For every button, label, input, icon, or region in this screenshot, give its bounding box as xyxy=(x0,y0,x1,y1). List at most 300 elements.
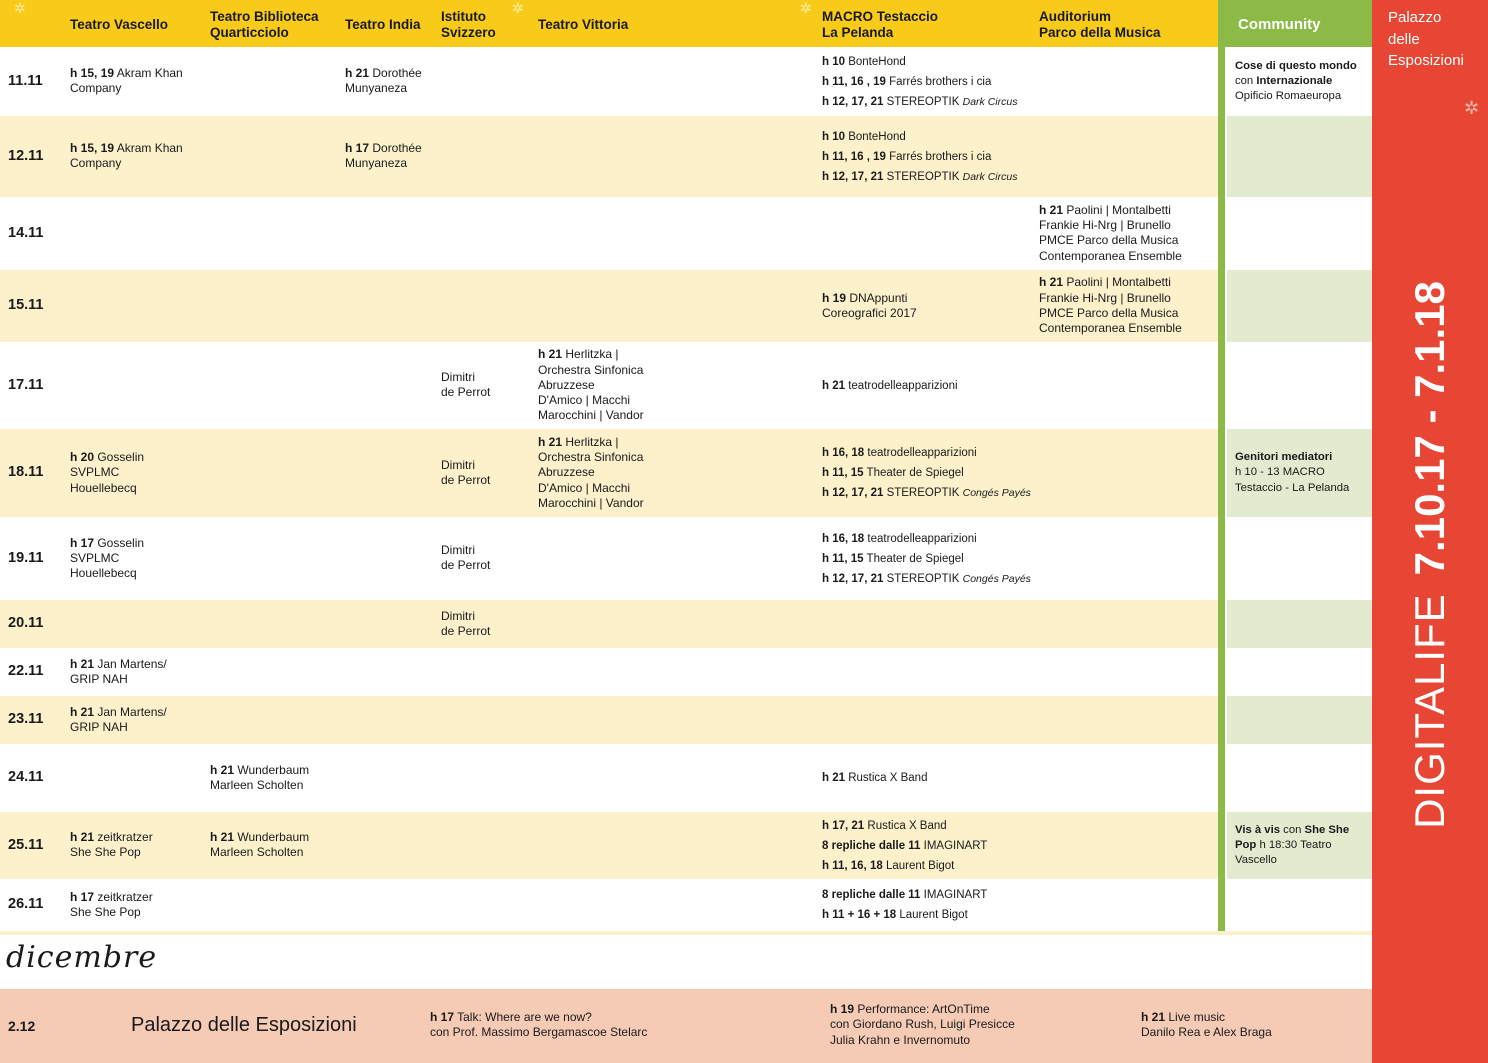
event-text: Testaccio - La Pelanda xyxy=(1235,481,1350,494)
event-text: Farrés brothers i cia xyxy=(885,75,992,88)
event-text: Jan Martens/ xyxy=(94,656,167,671)
event-text: de Perrot xyxy=(441,472,491,487)
event-subtitle: Dark Circus xyxy=(962,170,1018,183)
cell-line xyxy=(70,890,153,905)
cell-line xyxy=(822,768,927,788)
table-row xyxy=(0,429,1218,517)
event-text: Laurent Bigot xyxy=(896,909,968,921)
event-cell-auditorium xyxy=(1039,275,1182,336)
festival-name: DIGITALIFE xyxy=(1406,593,1453,829)
cell-line xyxy=(70,81,183,96)
time-label: h 21 xyxy=(70,656,95,671)
cell-line xyxy=(822,92,1017,112)
time-label: Cose di questo mondo xyxy=(1235,59,1357,72)
event-text: Company xyxy=(70,156,122,171)
cell-line xyxy=(1039,291,1182,306)
cell-line xyxy=(345,141,422,156)
december-event xyxy=(1141,1010,1272,1041)
event-text: Jan Martens/ xyxy=(94,704,167,719)
event-text: de Perrot xyxy=(441,385,491,400)
event-cell-svizzero xyxy=(441,458,490,489)
time-label: h 11, 15 xyxy=(822,467,864,479)
time-label: h 10 xyxy=(822,55,846,68)
column-header-macro xyxy=(822,9,938,41)
event-text: SVPLMC xyxy=(70,465,120,480)
event-cell-svizzero xyxy=(441,370,490,401)
community-header: Community xyxy=(1218,0,1372,47)
month-heading: dicembre xyxy=(6,940,158,975)
cell-line xyxy=(70,672,167,687)
event-highlight: She She xyxy=(1304,823,1350,836)
cell-line xyxy=(441,473,490,488)
event-cell-biblioteca xyxy=(210,830,309,861)
event-cell-macro xyxy=(822,376,958,396)
time-label: h 17 xyxy=(430,1010,455,1024)
event-text: zeitkratzer xyxy=(94,830,153,845)
community-cell xyxy=(1227,517,1372,600)
event-text: D'Amico | Macchi xyxy=(538,480,631,495)
community-stripe xyxy=(1218,47,1225,931)
december-event xyxy=(830,1002,1015,1048)
event-text: Opificio Romaeuropa xyxy=(1235,90,1342,103)
time-label: h 11, 15 xyxy=(822,552,864,565)
row-date: 20.11 xyxy=(8,615,44,631)
event-text: Dimitri xyxy=(441,543,475,558)
community-event xyxy=(1235,823,1349,869)
time-label: h 16, 18 xyxy=(822,447,865,459)
table-row xyxy=(0,696,1218,744)
event-cell-macro xyxy=(822,52,1017,112)
time-label: h 12, 17, 21 xyxy=(822,95,884,108)
time-label: 8 repliche dalle 11 xyxy=(822,889,921,901)
event-text: Coreografici 2017 xyxy=(822,305,917,320)
event-text: Munyaneza xyxy=(345,81,408,96)
cell-line xyxy=(830,1002,1015,1017)
row-date: 26.11 xyxy=(8,896,44,912)
cell-line xyxy=(1235,450,1349,465)
event-cell-auditorium xyxy=(1039,203,1182,264)
event-cell-macro xyxy=(822,529,1031,589)
event-text: Dimitri xyxy=(441,608,475,623)
event-text: Paolini | Montalbetti xyxy=(1063,275,1171,290)
cell-line xyxy=(70,705,167,720)
time-label: h 21 xyxy=(70,830,95,845)
column-header-line: Istituto xyxy=(441,9,486,24)
cell-line xyxy=(822,529,1031,549)
time-label: h 21 xyxy=(822,772,846,784)
table-row xyxy=(0,47,1218,116)
cell-line xyxy=(822,376,958,396)
row-date: 25.11 xyxy=(8,836,44,853)
time-label: h 11, 16, 18 xyxy=(822,859,883,872)
separator xyxy=(0,931,1372,935)
event-text: Akram Khan xyxy=(114,66,183,81)
event-text: Dimitri xyxy=(441,370,475,385)
time-label: h 17, 21 xyxy=(822,819,865,832)
event-text: teatrodelleapparizioni xyxy=(845,379,958,392)
cell-line xyxy=(441,558,490,573)
event-text: Orchestra Sinfonica xyxy=(538,450,644,465)
community-event xyxy=(1235,450,1349,496)
paint-splatter-icon: ✲ xyxy=(800,0,812,16)
community-cell xyxy=(1227,197,1372,270)
cell-line xyxy=(70,657,167,672)
festival-banner xyxy=(1406,281,1453,829)
event-text: STEREOPTIK xyxy=(883,487,963,499)
cell-line xyxy=(822,569,1031,589)
event-text: PMCE Parco della Musica xyxy=(1039,305,1179,320)
column-header-line: Teatro Vittoria xyxy=(538,17,629,32)
community-cell xyxy=(1227,744,1372,812)
event-cell-vascello xyxy=(70,705,167,736)
column-header-line: Teatro Biblioteca xyxy=(210,9,319,24)
event-text: BonteHond xyxy=(845,130,906,143)
cell-line xyxy=(822,856,987,876)
community-cell xyxy=(1227,429,1372,517)
event-text: STEREOPTIK xyxy=(883,95,963,108)
december-venue: Palazzo delle Esposizioni xyxy=(131,1014,357,1036)
sidebar-title: Palazzo delle Esposizioni xyxy=(1388,9,1464,69)
event-subtitle: Congés Payés xyxy=(962,572,1031,585)
event-text: STEREOPTIK xyxy=(883,170,963,183)
event-cell-vascello xyxy=(70,141,183,172)
cell-line xyxy=(1235,823,1349,838)
time-label: Vis à vis xyxy=(1235,823,1281,836)
event-text: Vascello xyxy=(1235,854,1277,867)
event-text: Dorothée xyxy=(369,141,422,156)
cell-line xyxy=(822,483,1031,503)
community-cell xyxy=(1227,47,1372,116)
event-text: SVPLMC xyxy=(70,550,120,565)
cell-line xyxy=(1141,1025,1272,1040)
event-text: Rustica X Band xyxy=(845,772,928,784)
cell-line xyxy=(822,885,987,905)
cell-line xyxy=(345,156,422,171)
community-cell xyxy=(1227,879,1372,931)
event-cell-macro xyxy=(822,885,987,925)
time-label: 8 repliche dalle 11 xyxy=(822,839,921,852)
time-label: h 17 xyxy=(70,889,95,904)
table-row xyxy=(0,342,1218,429)
cell-line xyxy=(1039,306,1182,321)
event-text: D'Amico | Macchi xyxy=(538,393,631,408)
cell-line xyxy=(1235,853,1349,868)
event-text: Paolini | Montalbetti xyxy=(1063,202,1171,217)
time-label: h 21 xyxy=(210,830,235,845)
december-row xyxy=(0,989,1372,1063)
column-header-india xyxy=(345,17,421,33)
event-text: h 10 - 13 MACRO xyxy=(1235,466,1325,479)
cell-line xyxy=(822,72,1017,92)
cell-line xyxy=(210,830,309,845)
event-text: Frankie Hi-Nrg | Brunello xyxy=(1039,290,1171,305)
event-cell-vascello xyxy=(70,450,144,496)
event-text: Munyaneza xyxy=(345,156,408,171)
event-text: Akram Khan xyxy=(114,141,183,156)
event-text: Talk: Where are we now? xyxy=(454,1010,592,1024)
cell-line xyxy=(1235,465,1349,480)
column-header-line: Teatro India xyxy=(345,17,421,32)
row-date: 15.11 xyxy=(8,297,44,313)
time-label: h 15, 19 xyxy=(70,66,115,81)
time-label: h 21 xyxy=(1039,202,1064,217)
community-cell xyxy=(1227,600,1372,648)
event-text: Rustica X Band xyxy=(864,819,947,832)
column-header-line: Parco della Musica xyxy=(1039,25,1161,40)
column-header-line: Teatro Vascello xyxy=(70,17,169,32)
cell-line xyxy=(430,1010,647,1025)
column-header-svizzero xyxy=(441,9,496,41)
cell-line xyxy=(70,551,144,566)
event-text: de Perrot xyxy=(441,558,491,573)
column-header-vascello xyxy=(70,17,168,33)
event-text: Wunderbaum xyxy=(234,830,310,845)
row-date: 23.11 xyxy=(8,711,44,727)
time-label: h 21 xyxy=(70,704,95,719)
time-label: h 11, 16 , 19 xyxy=(822,75,886,88)
event-text: Contemporanea Ensemble xyxy=(1039,321,1182,336)
cell-line xyxy=(1235,89,1357,104)
event-text: Marocchini | Vandor xyxy=(538,408,644,423)
time-label: h 21 xyxy=(210,762,235,777)
cell-line xyxy=(538,481,644,496)
time-label: h 12, 17, 21 xyxy=(822,487,884,499)
cell-line xyxy=(441,370,490,385)
event-cell-svizzero xyxy=(441,609,490,640)
cell-line xyxy=(70,830,153,845)
event-text: Contemporanea Ensemble xyxy=(1039,248,1182,263)
cell-line xyxy=(70,845,153,860)
table-row xyxy=(0,600,1218,648)
time-label: h 10 xyxy=(822,130,846,143)
cell-line xyxy=(70,905,153,920)
cell-line xyxy=(210,763,309,778)
time-label: h 21 xyxy=(1039,275,1064,290)
time-label: h 11 + 16 + 18 xyxy=(822,909,897,921)
time-label: h 21 xyxy=(345,66,370,81)
cell-line xyxy=(70,66,183,81)
event-subtitle: Dark Circus xyxy=(962,95,1018,108)
event-text: Performance: ArtOnTime xyxy=(854,1002,990,1016)
event-text: STEREOPTIK xyxy=(883,572,963,585)
time-label: h 21 xyxy=(538,347,563,362)
cell-line xyxy=(70,156,183,171)
table-row xyxy=(0,648,1218,696)
community-cell xyxy=(1227,342,1372,429)
cell-line xyxy=(345,66,422,81)
row-date: 11.11 xyxy=(8,72,43,89)
cell-line xyxy=(210,778,309,793)
december-event xyxy=(430,1010,647,1041)
cell-line xyxy=(1039,249,1182,264)
event-text: Theater de Spiegel xyxy=(863,467,964,479)
event-cell-vascello xyxy=(70,890,153,921)
event-text: Gosselin xyxy=(94,535,145,550)
row-date: 2.12 xyxy=(8,1018,36,1034)
cell-line xyxy=(538,363,644,378)
time-label: Pop xyxy=(1235,838,1257,851)
event-text: h 18:30 Teatro xyxy=(1256,838,1332,851)
time-label: Genitori mediatori xyxy=(1235,451,1333,464)
event-text: zeitkratzer xyxy=(94,889,153,904)
event-text: teatrodelleapparizioni xyxy=(864,532,977,545)
event-cell-macro xyxy=(822,291,917,322)
community-cell xyxy=(1227,648,1372,696)
paint-splatter-icon: ✲ xyxy=(1464,98,1480,118)
cell-line xyxy=(822,443,1031,463)
event-text: con Prof. Massimo Bergamascoe Stelarc xyxy=(430,1025,648,1040)
event-text: teatrodelleapparizioni xyxy=(864,447,977,459)
event-text: BonteHond xyxy=(845,55,906,68)
event-cell-india xyxy=(345,66,422,97)
cell-line xyxy=(538,347,644,362)
cell-line xyxy=(430,1025,647,1040)
cell-line xyxy=(70,720,167,735)
column-header-vittoria xyxy=(538,17,628,33)
event-text: Julia Krahn e Invernomuto xyxy=(830,1032,971,1047)
cell-line xyxy=(441,543,490,558)
cell-line xyxy=(1235,74,1357,89)
cell-line xyxy=(1039,321,1182,336)
cell-line xyxy=(822,167,1017,187)
event-text: Frankie Hi-Nrg | Brunello xyxy=(1039,218,1171,233)
event-text: Dimitri xyxy=(441,457,475,472)
event-text: de Perrot xyxy=(441,623,491,638)
community-event xyxy=(1235,59,1357,105)
cell-line xyxy=(1235,838,1349,853)
cell-line xyxy=(1039,275,1182,290)
festival-dates: 7.10.17 - 7.1.18 xyxy=(1406,281,1453,576)
cell-line xyxy=(441,458,490,473)
table-row xyxy=(0,879,1218,931)
community-cell xyxy=(1227,270,1372,342)
table-row xyxy=(0,116,1218,197)
cell-line xyxy=(441,624,490,639)
cell-line xyxy=(822,463,1031,483)
cell-line xyxy=(830,1017,1015,1032)
time-label: h 15, 19 xyxy=(70,141,115,156)
event-text: Farrés brothers i cia xyxy=(885,150,992,163)
cell-line xyxy=(822,836,987,856)
time-label: h 21 xyxy=(822,379,846,392)
event-text: Company xyxy=(70,81,122,96)
event-text: Wunderbaum xyxy=(234,762,310,777)
time-label: h 19 xyxy=(822,290,847,305)
event-cell-india xyxy=(345,141,422,172)
cell-line xyxy=(822,549,1031,569)
cell-line xyxy=(538,465,644,480)
event-text: Herlitzka | xyxy=(562,347,619,362)
event-cell-macro xyxy=(822,127,1017,187)
cell-line xyxy=(345,81,422,96)
time-label: h 12, 17, 21 xyxy=(822,572,884,585)
row-date: 14.11 xyxy=(8,224,44,241)
time-label: h 21 xyxy=(538,434,563,449)
cell-line xyxy=(538,408,644,423)
row-date: 17.11 xyxy=(8,376,44,393)
column-header-line: Quarticciolo xyxy=(210,25,289,40)
column-header-biblioteca xyxy=(210,9,319,41)
paint-splatter-icon: ✲ xyxy=(512,0,524,16)
time-label: h 11, 16 , 19 xyxy=(822,150,886,163)
event-cell-vittoria xyxy=(538,435,644,511)
cell-line xyxy=(822,816,987,836)
event-text: She She Pop xyxy=(70,904,141,919)
event-cell-macro xyxy=(822,816,987,876)
time-label: h 21 xyxy=(1141,1010,1166,1024)
cell-line xyxy=(70,481,144,496)
column-header-line: Svizzero xyxy=(441,25,496,40)
table-row xyxy=(0,197,1218,270)
event-cell-vascello xyxy=(70,830,153,861)
cell-line xyxy=(70,465,144,480)
event-text: Marleen Scholten xyxy=(210,777,304,792)
time-label: h 17 xyxy=(345,141,370,156)
event-text: She She Pop xyxy=(70,845,141,860)
cell-line xyxy=(822,127,1017,147)
event-highlight: Internazionale xyxy=(1256,74,1333,87)
event-text: Marleen Scholten xyxy=(210,845,304,860)
event-text: Live music xyxy=(1165,1010,1226,1024)
row-date: 18.11 xyxy=(8,464,44,480)
cell-line xyxy=(70,536,144,551)
time-label: h 19 xyxy=(830,1002,855,1016)
event-text: Orchestra Sinfonica xyxy=(538,362,644,377)
event-text: Theater de Spiegel xyxy=(863,552,964,565)
row-date: 19.11 xyxy=(8,549,44,566)
cell-line xyxy=(822,147,1017,167)
event-text: Gosselin xyxy=(94,450,145,465)
event-text: con xyxy=(1280,823,1305,836)
table-row xyxy=(0,517,1218,600)
event-text: Herlitzka | xyxy=(562,434,619,449)
time-label: h 20 xyxy=(70,450,95,465)
event-text: PMCE Parco della Musica xyxy=(1039,233,1179,248)
row-date: 22.11 xyxy=(8,663,44,679)
event-subtitle: Congés Payés xyxy=(962,487,1031,499)
cell-line xyxy=(822,291,917,306)
cell-line xyxy=(822,52,1017,72)
column-header-line: La Pelanda xyxy=(822,25,894,40)
community-cell xyxy=(1227,116,1372,197)
event-text: DNAppunti xyxy=(846,290,908,305)
paint-splatter-icon: ✲ xyxy=(14,0,26,16)
cell-line xyxy=(830,1033,1015,1048)
cell-line xyxy=(441,385,490,400)
cell-line xyxy=(538,496,644,511)
table-row xyxy=(0,812,1218,879)
table-row xyxy=(0,270,1218,342)
event-text: IMAGINART xyxy=(920,889,988,901)
event-cell-vittoria xyxy=(538,347,644,423)
event-cell-macro xyxy=(822,443,1031,503)
event-text: Houellebecq xyxy=(70,566,137,581)
sidebar xyxy=(1372,0,1488,1063)
event-cell-macro xyxy=(822,768,927,788)
event-cell-vascello xyxy=(70,66,183,97)
time-label: h 12, 17, 21 xyxy=(822,170,884,183)
event-cell-vascello xyxy=(70,536,144,582)
time-label: h 17 xyxy=(70,535,95,550)
event-text: Abruzzese xyxy=(538,377,595,392)
event-text: Danilo Rea e Alex Braga xyxy=(1141,1025,1272,1040)
cell-line xyxy=(70,566,144,581)
event-text: Laurent Bigot xyxy=(882,859,955,872)
cell-line xyxy=(538,450,644,465)
column-header-line: Auditorium xyxy=(1039,9,1111,24)
table-row xyxy=(0,744,1218,812)
event-text: Marocchini | Vandor xyxy=(538,495,644,510)
